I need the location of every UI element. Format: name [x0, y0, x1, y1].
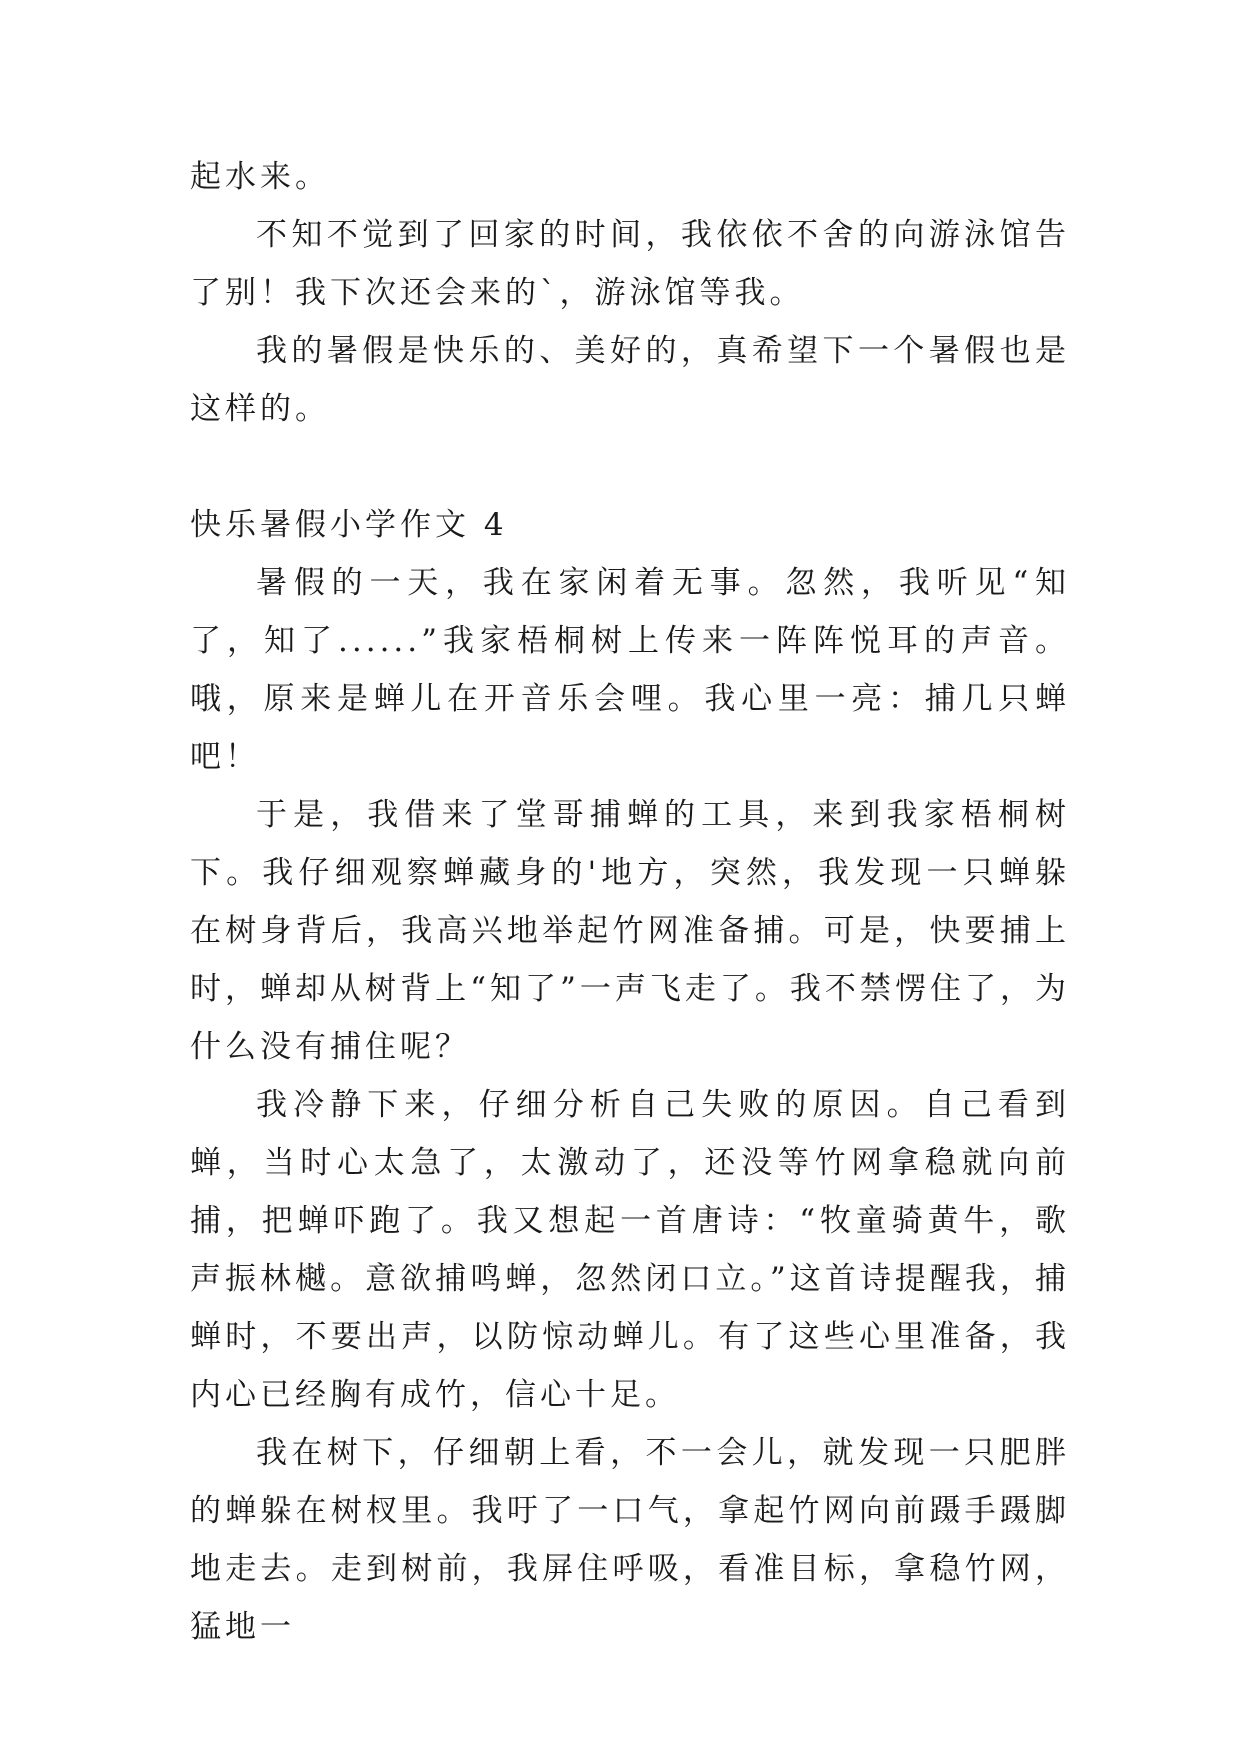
- paragraph-5: 于是，我借来了堂哥捕蝉的工具，来到我家梧桐树下。我仔细观察蝉藏身的'地方，突然，我发现一只蝉躲在树身背后，我高兴地举起竹网准备捕。可是，快要捕上时，蝉却从树背上“知了”一声飞走了。我不禁愣住了，为什么没有捕住呢？: [190, 797, 1070, 1065]
- paragraph-4: 暑假的一天，我在家闲着无事。忽然，我听见“知了，知了......”我家梧桐树上传来一阵阵悦耳的声音。哦，原来是蝉儿在开音乐会哩。我心里一亮：捕几只蝉吧！: [190, 565, 1070, 775]
- document-page: [190, 148, 1070, 1656]
- section-title: 快乐暑假小学作文 4: [190, 507, 508, 543]
- paragraph-6: 我冷静下来，仔细分析自己失败的原因。自己看到蝉，当时心太急了，太激动了，还没等竹网拿稳就向前捕，把蝉吓跑了。我又想起一首唐诗：“牧童骑黄牛，歌声振林樾。意欲捕鸣蝉，忽然闭口立。”这首诗提醒我，捕蝉时，不要出声，以防惊动蝉儿。有了这些心里准备，我内心已经胸有成竹，信心十足。: [190, 1087, 1070, 1413]
- paragraph-2: 不知不觉到了回家的时间，我依依不舍的向游泳馆告了别！我下次还会来的`，游泳馆等我。: [190, 217, 1070, 311]
- paragraph-3: 我的暑假是快乐的、美好的，真希望下一个暑假也是这样的。: [190, 333, 1070, 427]
- paragraph-7: 我在树下，仔细朝上看，不一会儿，就发现一只肥胖的蝉躲在树杈里。我吁了一口气，拿起竹网向前蹑手蹑脚地走去。走到树前，我屏住呼吸，看准目标，拿稳竹网，猛地一: [190, 1435, 1070, 1645]
- paragraph-1: 起水来。: [190, 159, 330, 195]
